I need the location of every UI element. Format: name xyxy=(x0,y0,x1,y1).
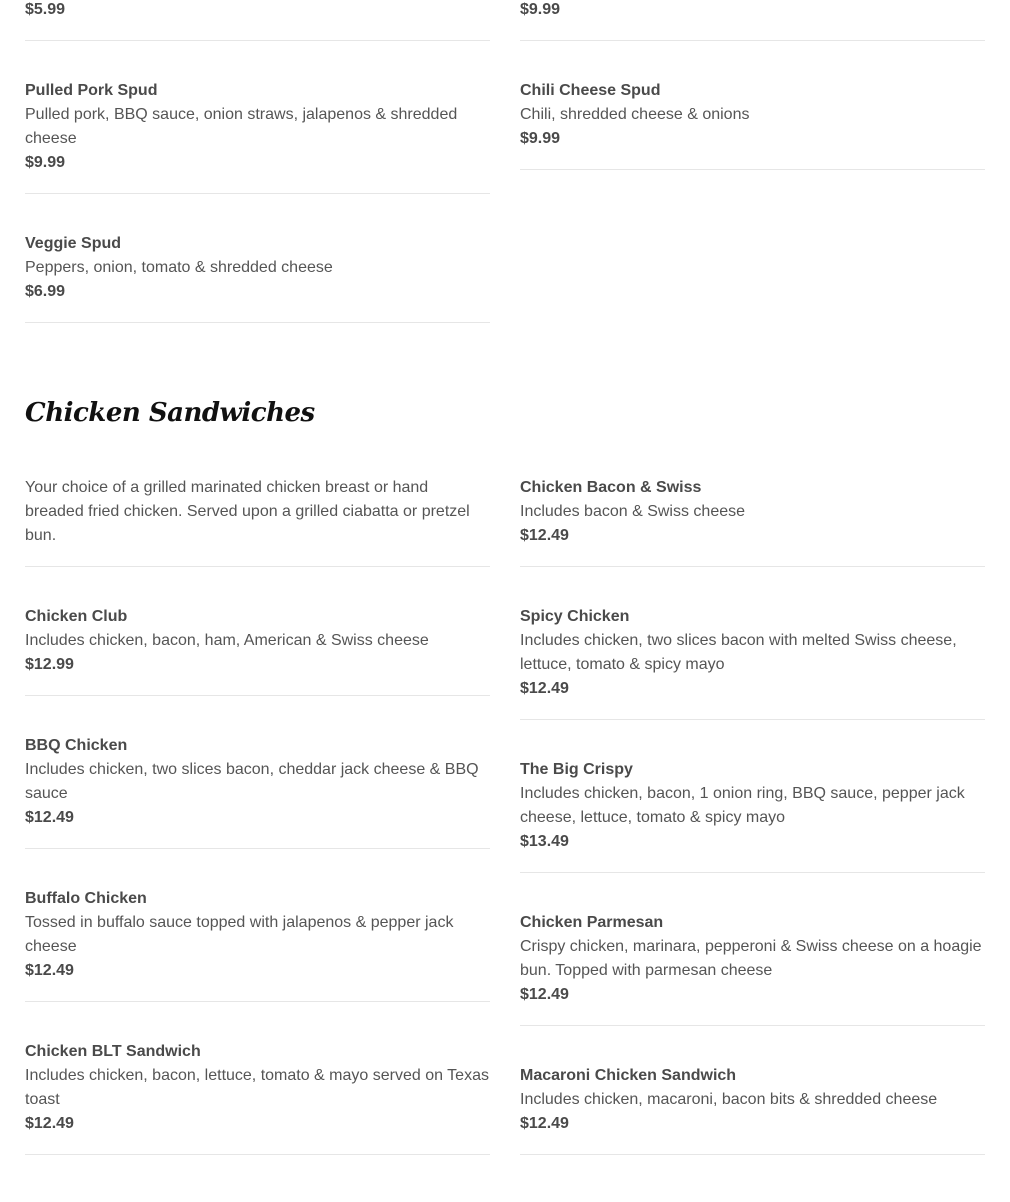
item-description: Includes chicken, two slices bacon, cheddar jack cheese & BBQ sauce xyxy=(25,761,479,802)
item-price: $12.49 xyxy=(520,986,569,1003)
menu-item xyxy=(25,232,490,323)
item-price: $12.49 xyxy=(520,680,569,697)
menu-item xyxy=(520,911,985,1026)
item-description: Chili, shredded cheese & onions xyxy=(520,106,750,123)
item-name: BBQ Chicken xyxy=(25,737,128,754)
menu-item xyxy=(520,1064,985,1155)
menu-column-left xyxy=(25,476,490,1155)
menu-item xyxy=(25,79,490,194)
item-price: $12.49 xyxy=(520,1115,569,1132)
item-name: Chicken BLT Sandwich xyxy=(25,1043,201,1060)
item-description: Pulled pork, BBQ sauce, onion straws, jalapenos & shredded cheese xyxy=(25,106,458,147)
item-description: Tossed in buffalo sauce topped with jalapenos & pepper jack cheese xyxy=(25,914,454,955)
item-name: Macaroni Chicken Sandwich xyxy=(520,1067,737,1084)
menu-item xyxy=(520,476,985,567)
menu-item xyxy=(520,79,985,170)
item-description: Peppers, onion, tomato & shredded cheese xyxy=(25,259,333,276)
menu-item xyxy=(25,605,490,696)
item-name: Buffalo Chicken xyxy=(25,890,147,907)
item-price: $12.49 xyxy=(25,962,74,979)
menu-item xyxy=(520,605,985,720)
section-title: Chicken Sandwiches xyxy=(25,398,315,428)
section-intro xyxy=(25,476,490,567)
item-name: Pulled Pork Spud xyxy=(25,82,158,99)
menu-item xyxy=(25,1040,490,1155)
item-description: Crispy chicken, marinara, pepperoni & Swiss cheese on a hoagie bun. Topped with parmesan cheese xyxy=(520,938,982,979)
item-price: $12.99 xyxy=(25,656,74,673)
item-description: Includes chicken, bacon, 1 onion ring, BBQ sauce, pepper jack cheese, lettuce, tomato & spicy mayo xyxy=(520,785,965,826)
item-price: $9.99 xyxy=(520,1,561,18)
item-name: Chili Cheese Spud xyxy=(520,82,661,99)
item-description: Includes bacon & Swiss cheese xyxy=(520,503,746,520)
item-name: The Big Crispy xyxy=(520,761,633,778)
item-name: Chicken Bacon & Swiss xyxy=(520,479,702,496)
item-price: $13.49 xyxy=(520,833,569,850)
item-name: Chicken Parmesan xyxy=(520,914,664,931)
item-price: $9.99 xyxy=(25,154,66,171)
menu-column-right-top xyxy=(520,0,985,170)
item-price: $12.49 xyxy=(520,527,569,544)
item-name: Veggie Spud xyxy=(25,235,122,252)
item-description: Includes chicken, macaroni, bacon bits & shredded cheese xyxy=(520,1091,938,1108)
item-price: $5.99 xyxy=(25,1,66,18)
menu-item xyxy=(520,758,985,873)
item-name: Spicy Chicken xyxy=(520,608,630,625)
item-description: Includes chicken, two slices bacon with melted Swiss cheese, lettuce, tomato & spicy mayo xyxy=(520,632,957,673)
section-intro-text: Your choice of a grilled marinated chicken breast or hand breaded fried chicken. Served upon a grilled ciabatta or pretzel bun. xyxy=(25,479,470,544)
item-description: Includes chicken, bacon, lettuce, tomato & mayo served on Texas toast xyxy=(25,1067,489,1108)
menu-item xyxy=(520,0,985,41)
menu-column-right xyxy=(520,476,985,1155)
item-description: Includes chicken, bacon, ham, American & Swiss cheese xyxy=(25,632,429,649)
item-price: $12.49 xyxy=(25,809,74,826)
item-price: $9.99 xyxy=(520,130,561,147)
item-price: $12.49 xyxy=(25,1115,74,1132)
menu-item xyxy=(25,734,490,849)
menu-item xyxy=(25,0,490,41)
menu-item xyxy=(25,887,490,1002)
menu-column-left-top xyxy=(25,0,490,323)
item-name: Chicken Club xyxy=(25,608,128,625)
item-price: $6.99 xyxy=(25,283,66,300)
